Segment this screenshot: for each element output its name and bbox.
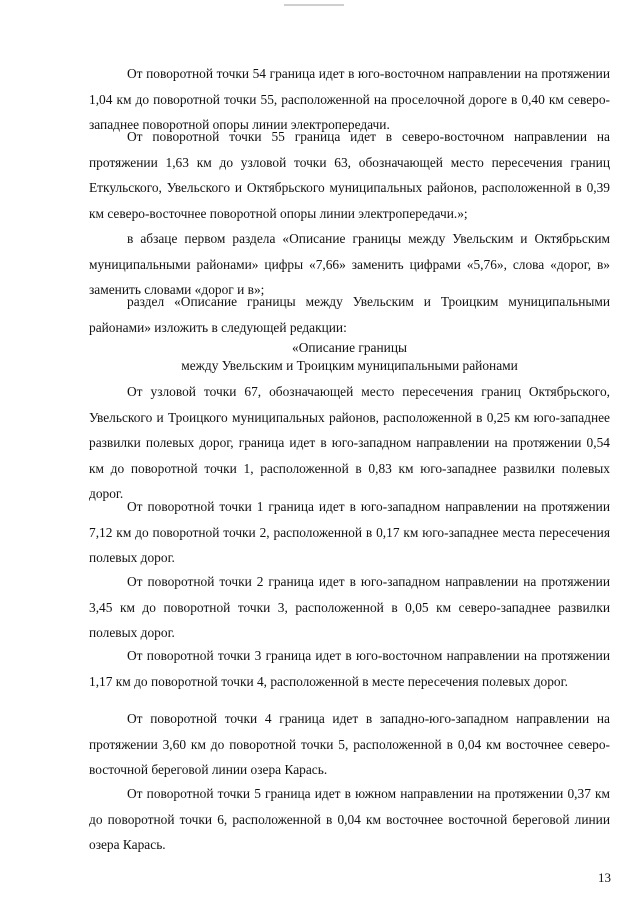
paragraph-point-5: От поворотной точки 5 граница идет в южном направлении на протяжении 0,37 км до поворотной точки 6, расположенной в 0,04 км восточнее восточной береговой линии озера Карась. <box>89 786 610 853</box>
page-number: 13 <box>598 870 611 885</box>
paragraph-point-2: От поворотной точки 2 граница идет в юго-западном направлении на протяжении 3,45 км до поворотной точки 3, расположенной в 0,05 км северо-западнее развилки полевых дорог. <box>89 574 610 641</box>
scan-top-mark <box>284 4 344 6</box>
paragraph-point-3: От поворотной точки 3 граница идет в юго-восточном направлении на протяжении 1,17 км до поворотной точки 4, расположенной в месте пересечения полевых дорог. <box>89 648 610 689</box>
section-heading <box>89 339 610 375</box>
paragraph-point-1: От поворотной точки 1 граница идет в юго-западном направлении на протяжении 7,12 км до поворотной точки 2, расположенной в 0,17 км юго-западнее места пересечения полевых дорог. <box>89 499 610 566</box>
paragraph-node-67: От узловой точки 67, обозначающей место пересечения границ Октябрьского, Увельского и Троицкого муниципальных районов, расположенной в 0,25 км юго-западнее развилки полевых дорог, граница идет в юго-западном направлении на протяжении 0,54 км до поворотной точки 1, расположенной в 0,83 км юго-западнее развилки полевых дорог. <box>89 384 610 502</box>
paragraph-point-54: От поворотной точки 54 граница идет в юго-восточном направлении на протяжении 1,04 км до поворотной точки 55, расположенной на проселочной дороге в 0,40 км северо-западнее поворотной опоры линии электропередачи. <box>89 66 610 133</box>
paragraph-amendment-oktyabrsky: в абзаце первом раздела «Описание границы между Увельским и Октябрьским муниципальными районами» цифры «7,66» заменить цифрами «5,76», слова «дорог, в» заменить словами «дорог и в»; <box>89 231 610 298</box>
paragraph-amendment-troitsky: раздел «Описание границы между Увельским и Троицким муниципальными районами» изложить в следующей редакции: <box>89 294 610 335</box>
paragraph-point-55: От поворотной точки 55 граница идет в северо-восточном направлении на протяжении 1,63 км до узловой точки 63, обозначающей место пересечения границ Еткульского, Увельского и Октябрьского муниципальных районов, расположенной в 0,39 км северо-восточнее поворотной опоры линии электропередачи.»; <box>89 129 610 221</box>
paragraph-point-4: От поворотной точки 4 граница идет в западно-юго-западном направлении на протяжении 3,60 км до поворотной точки 5, расположенной в 0,04 км восточнее северо-восточной береговой линии озера Карась. <box>89 711 610 778</box>
section-heading-line1: «Описание границы <box>292 340 407 355</box>
section-heading-line2: между Увельским и Троицким муниципальными районами <box>181 358 518 373</box>
